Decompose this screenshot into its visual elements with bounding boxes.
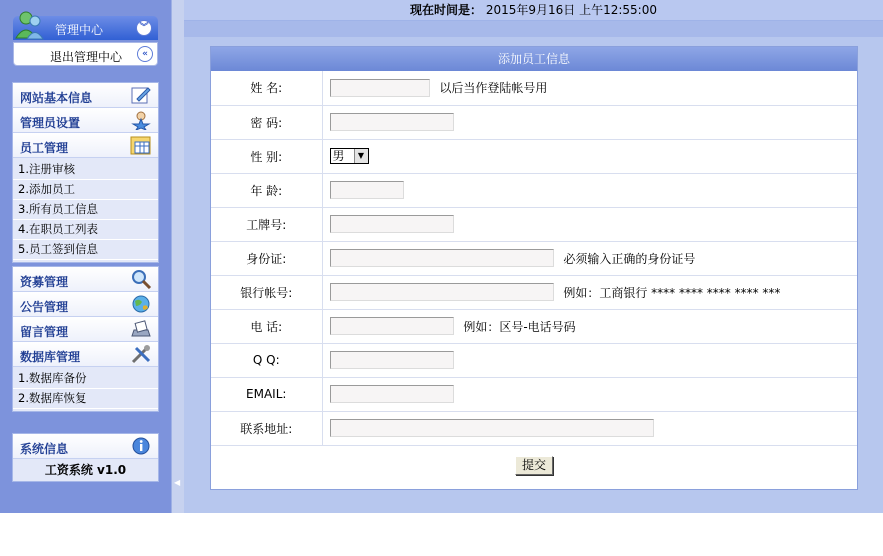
bank-account-input[interactable] — [330, 283, 554, 301]
submit-button[interactable]: 提交 — [515, 456, 553, 475]
field-label: 密 码: — [211, 105, 322, 139]
submenu-register-review[interactable]: 1.注册审核 — [13, 160, 158, 180]
form-row-address — [211, 411, 857, 445]
field-label: EMAIL: — [211, 377, 322, 411]
name-hint: 以后当作登陆帐号用 — [439, 81, 548, 96]
form-row-bank — [211, 275, 857, 309]
sidebar-item-announcements[interactable] — [13, 292, 158, 317]
field-label: 工牌号: — [211, 207, 322, 241]
logout-row[interactable] — [13, 42, 158, 66]
collapse-arrow-icon[interactable]: ◀ — [174, 478, 181, 487]
field-label: 银行帐号: — [211, 275, 322, 309]
form-row-submit — [211, 445, 857, 479]
email-input[interactable] — [330, 385, 454, 403]
sidebar-item-label: 系统信息 — [20, 442, 69, 456]
field-label: 年 龄: — [211, 173, 322, 207]
form-row-idcard — [211, 241, 857, 275]
printer-icon — [130, 319, 152, 339]
sidebar-group-2 — [12, 266, 159, 412]
system-version: 工资系统 v1.0 — [13, 459, 158, 481]
age-input[interactable] — [330, 181, 404, 199]
chevron-down-icon[interactable]: ▼ — [354, 149, 368, 163]
field-label: 姓 名: — [211, 71, 322, 105]
qq-input[interactable] — [330, 351, 454, 369]
bank-hint: 例如：工商银行 **** **** **** **** *** — [563, 285, 781, 300]
sidebar-item-messages[interactable] — [13, 317, 158, 342]
phone-input[interactable] — [330, 317, 454, 335]
sidebar-item-label: 员工管理 — [20, 141, 69, 155]
submenu-add-staff[interactable]: 2.添加员工 — [13, 180, 158, 200]
idcard-input[interactable] — [330, 249, 554, 267]
gender-selected: 男 — [332, 149, 345, 163]
sidebar-item-label: 网站基本信息 — [20, 91, 93, 105]
magnifier-icon — [130, 269, 152, 289]
globe-icon — [130, 294, 152, 314]
sidebar-item-recruitment[interactable] — [13, 267, 158, 292]
add-staff-form — [211, 71, 857, 479]
sidebar-item-label: 管理员设置 — [20, 116, 81, 130]
field-label: 身份证: — [211, 241, 322, 275]
sidebar-item-site-info[interactable] — [13, 83, 158, 108]
field-label: 联系地址: — [211, 411, 322, 445]
sidebar-item-label: 数据库管理 — [20, 350, 81, 364]
sidebar-item-label: 留言管理 — [20, 325, 69, 339]
phone-hint: 例如：区号-电话号码 — [463, 319, 576, 334]
staff-submenu — [13, 158, 158, 262]
sidebar-group-1 — [12, 82, 159, 263]
tools-icon — [130, 344, 152, 364]
time-label: 现在时间是： — [410, 3, 483, 17]
gender-select[interactable] — [330, 148, 369, 164]
form-row-badge — [211, 207, 857, 241]
info-icon — [130, 436, 152, 456]
form-row-name — [211, 71, 857, 105]
name-input[interactable] — [330, 79, 430, 97]
sidebar-item-database[interactable] — [13, 342, 158, 367]
logout-link[interactable]: 退出管理中心 — [50, 50, 123, 64]
idcard-hint: 必须输入正确的身份证号 — [563, 251, 696, 266]
admin-center-title: 管理中心 — [55, 23, 104, 37]
submenu-staff-signin[interactable]: 5.员工签到信息 — [13, 240, 158, 260]
panel-title: 添加员工信息 — [211, 47, 857, 71]
form-row-gender — [211, 139, 857, 173]
calendar-folder-icon — [130, 135, 152, 155]
edit-icon — [130, 85, 152, 105]
sidebar-splitter[interactable] — [171, 0, 184, 513]
address-input[interactable] — [330, 419, 654, 437]
sidebar-item-label: 资募管理 — [20, 275, 69, 289]
database-submenu — [13, 367, 158, 411]
admin-star-icon — [130, 110, 152, 130]
field-label: 电 话: — [211, 309, 322, 343]
form-row-age — [211, 173, 857, 207]
field-label: Q Q: — [211, 343, 322, 377]
sidebar-item-staff-management[interactable] — [13, 133, 158, 158]
sidebar-item-system-info[interactable] — [13, 434, 158, 459]
submenu-db-backup[interactable]: 1.数据库备份 — [13, 369, 158, 389]
time-value: 2015年9月16日 上午12:55:00 — [485, 3, 657, 17]
form-row-phone — [211, 309, 857, 343]
form-row-password — [211, 105, 857, 139]
collapse-icon[interactable]: ︾ — [136, 20, 152, 36]
sidebar-item-label: 公告管理 — [20, 300, 69, 314]
submenu-active-staff[interactable]: 4.在职员工列表 — [13, 220, 158, 240]
top-status-bar — [184, 0, 883, 21]
form-row-qq — [211, 343, 857, 377]
password-input[interactable] — [330, 113, 454, 131]
double-left-arrow-icon[interactable]: « — [137, 46, 153, 62]
field-label: 性 别: — [211, 139, 322, 173]
form-row-email — [211, 377, 857, 411]
submenu-all-staff[interactable]: 3.所有员工信息 — [13, 200, 158, 220]
badge-input[interactable] — [330, 215, 454, 233]
add-staff-panel — [210, 46, 858, 490]
admin-center-header[interactable] — [13, 16, 158, 40]
sidebar-group-system — [12, 433, 159, 482]
users-icon — [13, 8, 47, 40]
submenu-db-restore[interactable]: 2.数据库恢复 — [13, 389, 158, 409]
sidebar — [0, 0, 171, 513]
sidebar-item-admin-settings[interactable] — [13, 108, 158, 133]
